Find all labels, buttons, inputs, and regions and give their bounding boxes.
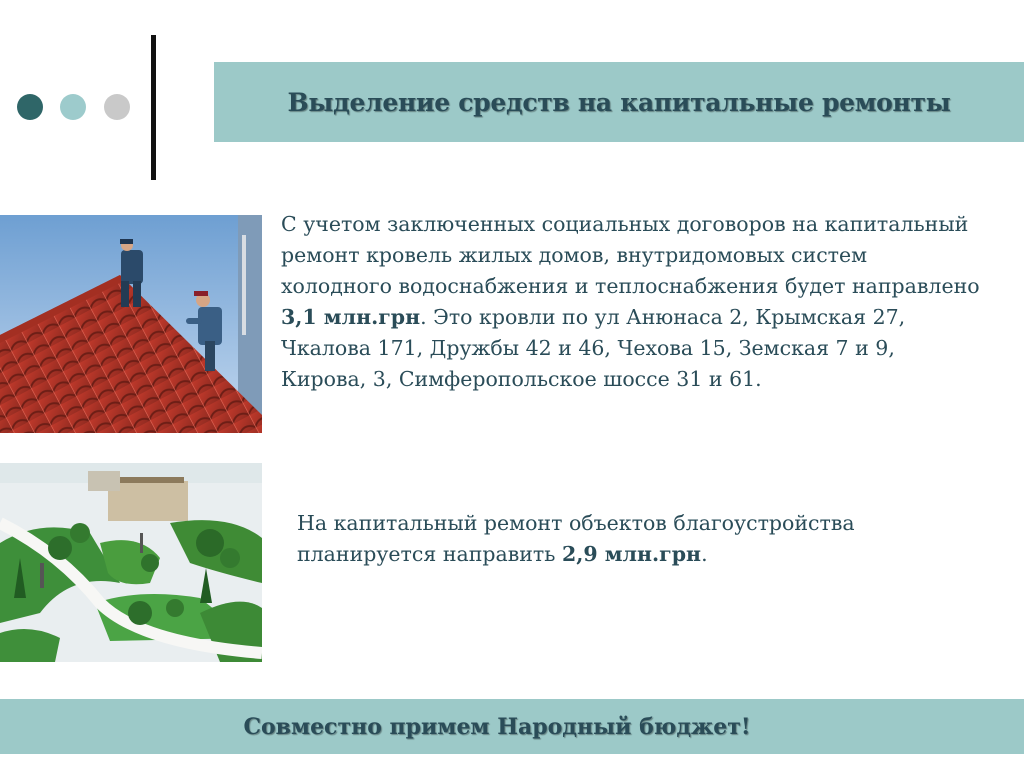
roof-repair-image — [0, 215, 262, 433]
decor-vertical-line — [151, 35, 156, 180]
decor-dot-grey — [104, 94, 130, 120]
landscaping-text-after: . — [701, 542, 708, 566]
title-band — [214, 62, 1024, 142]
landscaping-text-before: На капитальный ремонт объектов благоустройства планируется направить — [297, 511, 855, 566]
roof-amount: 3,1 млн.грн — [281, 305, 421, 329]
footer-band — [0, 699, 1024, 754]
decor-dot-light — [60, 94, 86, 120]
decor-dot-dark — [17, 94, 43, 120]
landscaping-amount: 2,9 млн.грн — [561, 542, 702, 566]
roof-repair-paragraph — [281, 209, 981, 395]
park-landscaping-image — [0, 463, 262, 662]
footer-slogan: Совместно примем Народный бюджет! — [243, 713, 751, 740]
roof-text-before: С учетом заключенных социальных договоров на капитальный ремонт кровель жилых домов, внутридомовых систем холодного водоснабжения и теплоснабжения будет направлено — [281, 212, 980, 298]
landscaping-paragraph — [297, 508, 957, 570]
roof-text-after: . Это кровли по ул Анюнаса 2, Крымская 27, Чкалова 171, Дружбы 42 и 46, Чехова 15, Земская 7 и 9, Кирова, 3, Симферопольское шоссе 31 и 61. — [281, 305, 906, 391]
slide-title: Выделение средств на капитальные ремонты — [287, 87, 951, 117]
